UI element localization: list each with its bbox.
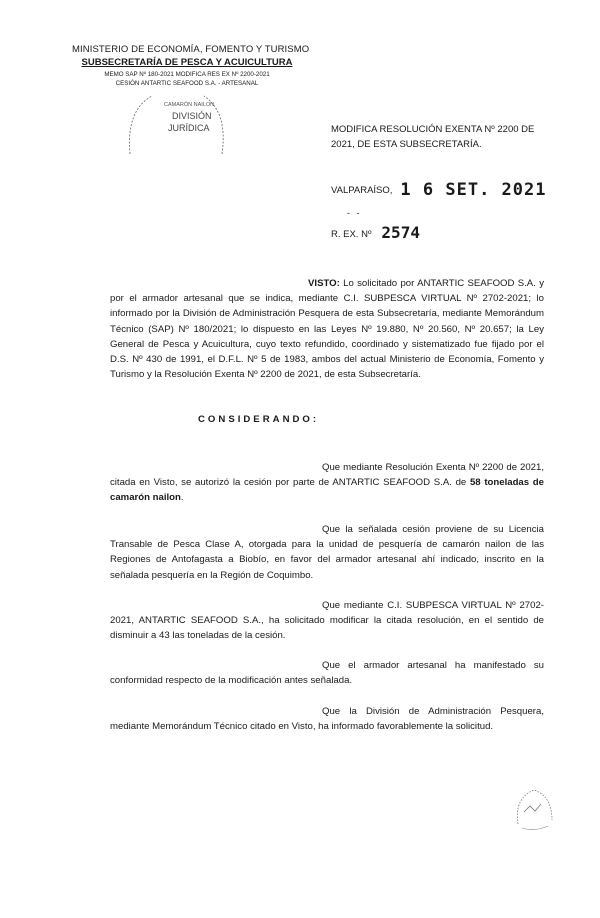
memo-reference: MEMO SAP Nº 180-2021 MODIFICA RES EX Nº 2200-2021 (104, 71, 270, 78)
considerando-paragraph-1: Que mediante Resolución Exenta Nº 2200 de 2021, citada en Visto, se autorizó la cesión por parte de ANTARTIC SEAFOOD S.A. de 58 toneladas de camarón nailon. (110, 462, 544, 504)
date-line (331, 178, 546, 198)
cesion-reference: CESIÓN ANTARTIC SEAFOOD S.A. - ARTESANAL (115, 80, 259, 87)
rex-label: R. EX. Nº (331, 229, 372, 240)
corner-seal (512, 784, 556, 834)
date-label: VALPARAÍSO, (331, 185, 393, 196)
date-value: 1 6 SET. 2021 (400, 180, 547, 200)
resolution-subject: MODIFICA RESOLUCIÓN EXENTA Nº 2200 DE 2021, DE ESTA SUBSECRETARÍA. (331, 124, 535, 150)
visto-text: Lo solicitado por ANTARTIC SEAFOOD S.A. y por el armador artesanal que se indica, mediante C.I. SUBPESCA VIRTUAL Nº 2702-2021; lo informado por la División de Administración Pesquera de esta Subsecretaría, mediante Memorándum Técnico (SAP) Nº 180/2021; lo dispuesto en las Leyes Nº 19.880, Nº 20.560, Nº 20.657; la Ley General de Pesca y Acuicultura, cuyo texto refundido, coordinado y sistematizado fue fijado por el D.S. Nº 430 de 1991, el D.F.L. Nº 5 de 1983, ambos del actual Ministerio de Economía, Fomento y Turismo y la Resolución Exenta Nº 2200 de 2021, de esta Subsecretaría. (110, 278, 544, 381)
considerando-paragraph-4: Que el armador artesanal ha manifestado su conformidad respecto de la modificación antes señalada. (110, 660, 544, 687)
visto-paragraph (110, 276, 544, 382)
resolution-number-line (331, 222, 420, 241)
considerando-paragraph-2: Que la señalada cesión proviene de su Licencia Transable de Pesca Clase A, otorgada para la unidad de pesquería de camarón nailon de las Regiones de Antofagasta a Biobío, en favor del armador artesanal ahí indicado, inscrito en la señalada pesquería en la Región de Coquimbo. (110, 524, 544, 581)
stamp-line-2: DIVISIÓN (172, 111, 212, 121)
seal-graphic (512, 784, 556, 834)
visto-label: VISTO: (308, 278, 340, 289)
subsecretaria-name: SUBSECRETARÍA DE PESCA Y ACUICULTURA (81, 57, 293, 68)
division-juridica-stamp (122, 90, 232, 156)
stamp-line-3: JURÍDICA (168, 123, 210, 133)
stamp-graphic (122, 90, 232, 156)
considerando-heading: CONSIDERANDO: (198, 414, 320, 425)
considerando-paragraph-3: Que mediante C.I. SUBPESCA VIRTUAL Nº 2702-2021, ANTARTIC SEAFOOD S.A., ha solicitado modificar la citada resolución, en el sentido de disminuir a 43 las toneladas de la cesión. (110, 600, 544, 642)
tonnage-highlight: 58 toneladas de camarón nailon (110, 477, 544, 504)
letterhead (72, 44, 310, 87)
stamp-line-1: CAMARÓN NAILON (164, 102, 215, 108)
considerando-paragraph-5: Que la División de Administración Pesquera, mediante Memorándum Técnico citado en Visto, ha informado favorablemente la solicitud. (110, 706, 544, 733)
rex-number: 2574 (381, 223, 420, 242)
ministry-name: MINISTERIO DE ECONOMÍA, FOMENTO Y TURISMO (72, 44, 310, 55)
rex-dash: - - (347, 208, 362, 218)
